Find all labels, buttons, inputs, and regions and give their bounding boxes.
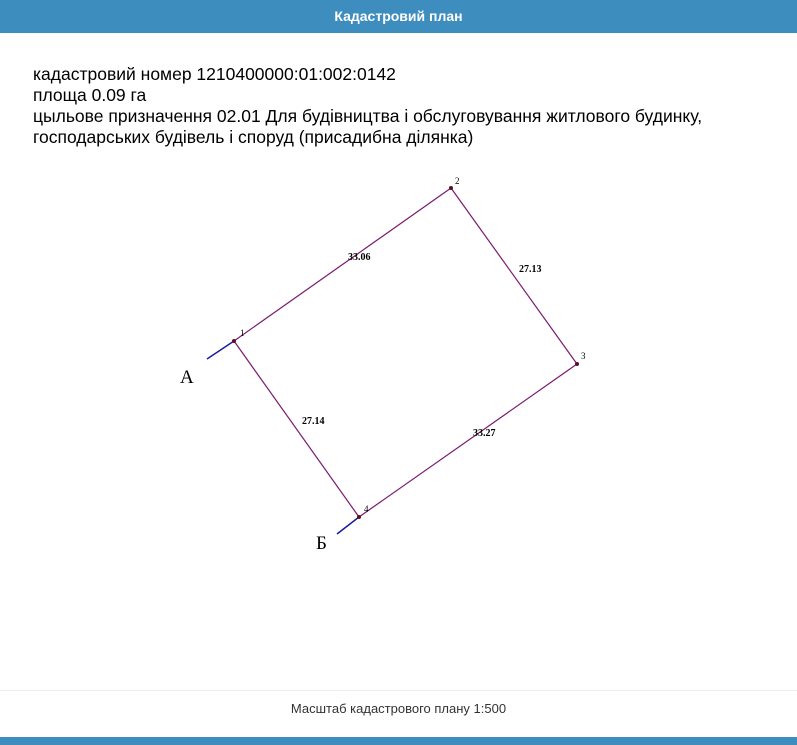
side-length-3-4: 33.27 [473,428,496,439]
neighbor-line-b [337,517,359,534]
page-title: Кадастровий план [334,8,463,24]
vertex-2 [449,186,453,190]
footer-divider [0,690,797,691]
plan-scale: Масштаб кадастрового плану 1:500 [290,701,507,716]
vertex-1 [232,339,236,343]
parcel-area: площа 0.09 га [33,85,147,105]
boundary-side-4-1 [234,341,359,517]
side-length-1-2: 33.06 [348,252,371,263]
boundary-side-2-3 [451,188,577,364]
vertex-label-2: 2 [455,176,460,186]
neighbor-line-a [207,341,234,359]
neighbor-label-a: А [180,367,194,388]
neighbor-label-b: Б [316,533,327,554]
side-length-4-1: 27.14 [302,416,325,427]
footer-bar [0,737,797,745]
parcel-purpose: цыльове призначення 02.01 Для будівництва і обслуговування житлового будинку, господарських будівель і споруд (присадибна ділянка) [33,106,703,147]
boundary-side-1-2 [234,188,451,341]
vertex-label-1: 1 [240,328,245,338]
side-length-2-3: 27.13 [519,264,542,275]
vertex-label-4: 4 [364,504,369,514]
cadastral-number: кадастровий номер 1210400000:01:002:0142 [33,64,396,84]
boundary-side-3-4 [359,364,577,517]
vertex-4 [357,515,361,519]
vertex-3 [575,362,579,366]
vertex-label-3: 3 [581,351,586,361]
